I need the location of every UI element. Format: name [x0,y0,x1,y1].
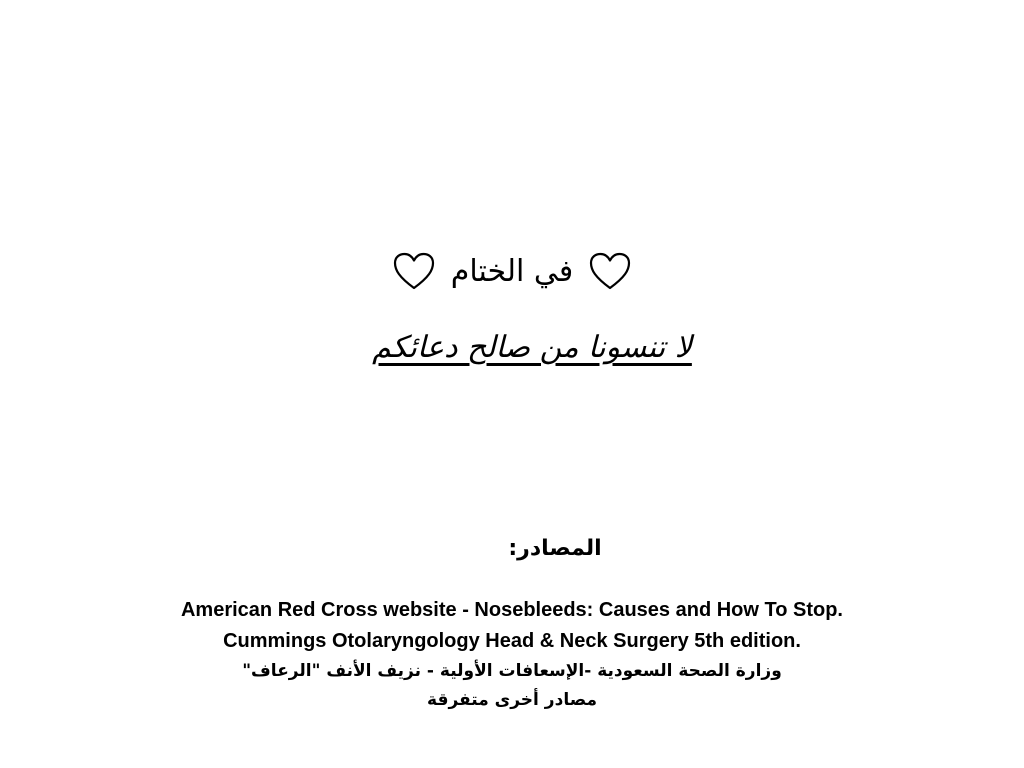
source-item: مصادر أخرى متفرقة [427,690,597,710]
dua-text: لا تنسونا من صالح دعائكم [372,330,692,365]
heart-outline-icon [393,252,435,292]
source-item: وزارة الصحة السعودية -الإسعافات الأولية - نزيف الأنف "الرعاف" [242,661,782,681]
sources-heading-text: المصادر: [508,536,602,561]
closing-line [0,252,1024,292]
source-item: Cummings Otolaryngology Head & Neck Surgery 5th edition. [223,630,801,652]
source-item: American Red Cross website - Nosebleeds: Causes and How To Stop. [180,599,843,621]
closing-title: في الختام [450,254,574,289]
sources-heading [0,536,1024,561]
sources-list [0,595,1024,715]
dua-line [0,330,1024,365]
heart-outline-icon [589,252,631,292]
